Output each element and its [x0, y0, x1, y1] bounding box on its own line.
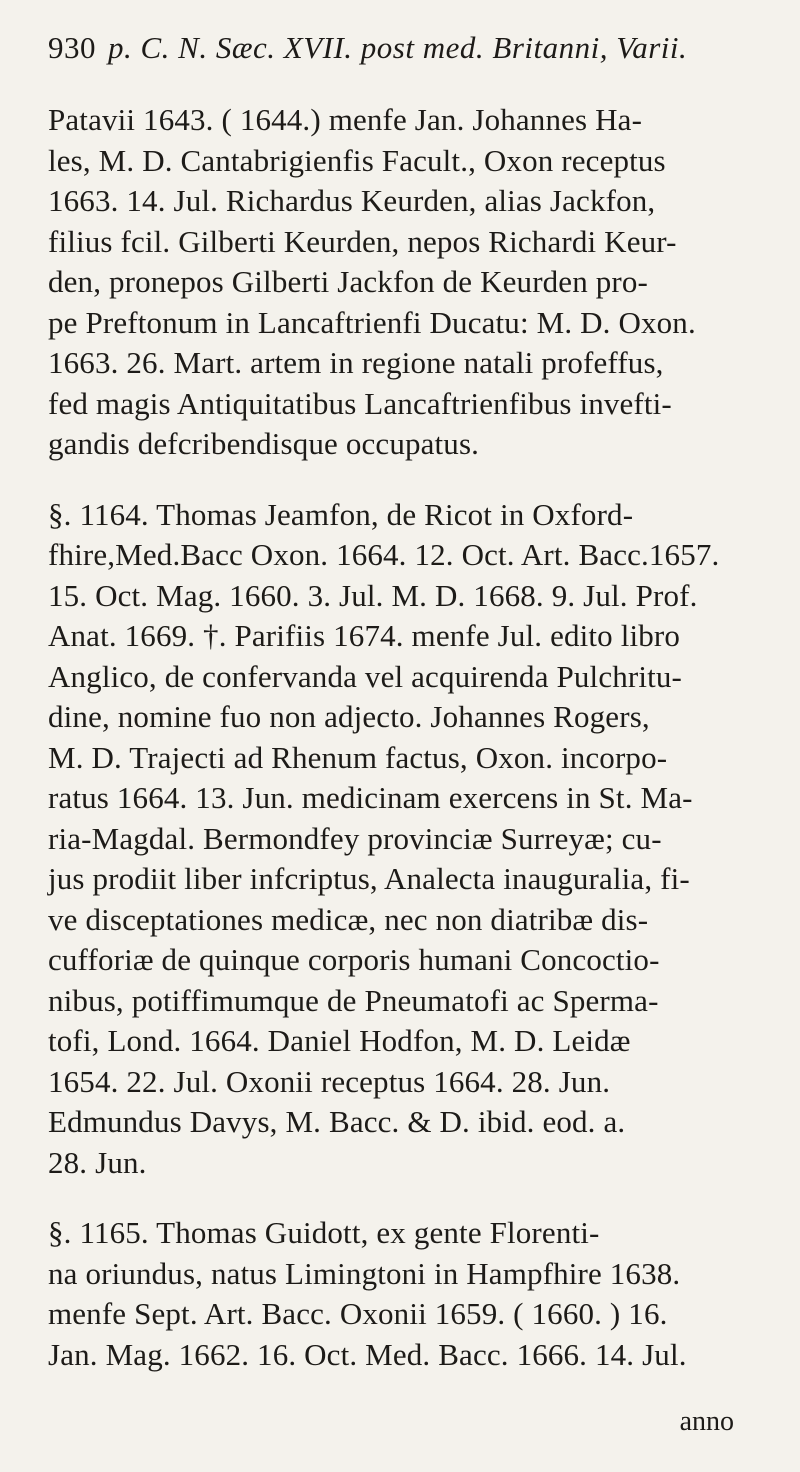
text-line: 15. Oct. Mag. 1660. 3. Jul. M. D. 1668. 9. Jul. Prof.: [48, 577, 698, 613]
text-line: Anglico, de confervanda vel acquirenda Pulchritu-: [48, 658, 682, 694]
text-line: §. 1164. Thomas Jeamfon, de Ricot in Oxford-: [48, 496, 634, 532]
text-line: 1663. 26. Mart. artem in regione natali profeffus,: [48, 345, 664, 380]
paragraph-entry-1: [48, 100, 754, 465]
text-line: filius fcil. Gilberti Keurden, nepos Richardi Keur-: [48, 223, 677, 259]
text-line: tofi, Lond. 1664. Daniel Hodfon, M. D. Leidæ: [48, 1023, 631, 1058]
text-line: M. D. Trajecti ad Rhenum factus, Oxon. incorpo-: [48, 739, 668, 775]
text-line: nibus, potiffimumque de Pneumatofi ac Sperma-: [48, 982, 659, 1018]
text-line: ve disceptationes medicæ, nec non diatribæ dis-: [48, 901, 649, 937]
text-line: pe Preftonum in Lancaftrienfi Ducatu: M. D. Oxon.: [48, 304, 696, 340]
text-line: ratus 1664. 13. Jun. medicinam exercens in St. Ma-: [48, 780, 693, 815]
running-head: [48, 30, 754, 66]
text-line: den, pronepos Gilberti Jackfon de Keurden pro-: [48, 264, 649, 299]
text-line: ria-Magdal. Bermondfey provinciæ Surreyæ; cu-: [48, 820, 662, 856]
text-line: 1654. 22. Jul. Oxonii receptus 1664. 28. Jun.: [48, 1063, 611, 1099]
text-line: les, M. D. Cantabrigienfis Facult., Oxon receptus: [48, 142, 666, 178]
running-head-title: p. C. N. Sæc. XVII. post med. Britanni, Varii.: [108, 30, 688, 65]
text-line: fhire,Med.Bacc Oxon. 1664. 12. Oct. Art. Bacc.1657.: [48, 537, 720, 572]
text-line: cufforiæ de quinque corporis humani Concoctio-: [48, 942, 660, 977]
text-line: 1663. 14. Jul. Richardus Keurden, alias Jackfon,: [48, 183, 656, 218]
text-line: 28. Jun.: [48, 1144, 147, 1180]
text-line: jus prodiit liber infcriptus, Analecta inauguralia, fi-: [48, 861, 690, 896]
text-line: Edmundus Davys, M. Bacc. & D. ibid. eod. a.: [48, 1104, 626, 1139]
text-line: dine, nomine fuo non adjecto. Johannes Rogers,: [48, 699, 650, 734]
text-line: menfe Sept. Art. Bacc. Oxonii 1659. ( 1660. ) 16.: [48, 1296, 668, 1331]
text-line: gandis defcribendisque occupatus.: [48, 426, 480, 461]
paragraph-entry-1165: [48, 1213, 754, 1375]
text-line: Jan. Mag. 1662. 16. Oct. Med. Bacc. 1666. 14. Jul.: [48, 1336, 687, 1372]
catchword: anno: [679, 1406, 734, 1437]
paragraph-entry-1164: [48, 495, 754, 1184]
text-line: fed magis Antiquitatibus Lancaftrienfibus invefti-: [48, 385, 672, 421]
text-line: na oriundus, natus Limingtoni in Hampfhire 1638.: [48, 1255, 681, 1291]
text-line: Patavii 1643. ( 1644.) menfe Jan. Johannes Ha-: [48, 102, 643, 137]
page-number: 930: [48, 30, 96, 65]
text-line: Anat. 1669. †. Parifiis 1674. menfe Jul. edito libro: [48, 618, 681, 653]
text-line: §. 1165. Thomas Guidott, ex gente Florenti-: [48, 1215, 600, 1250]
